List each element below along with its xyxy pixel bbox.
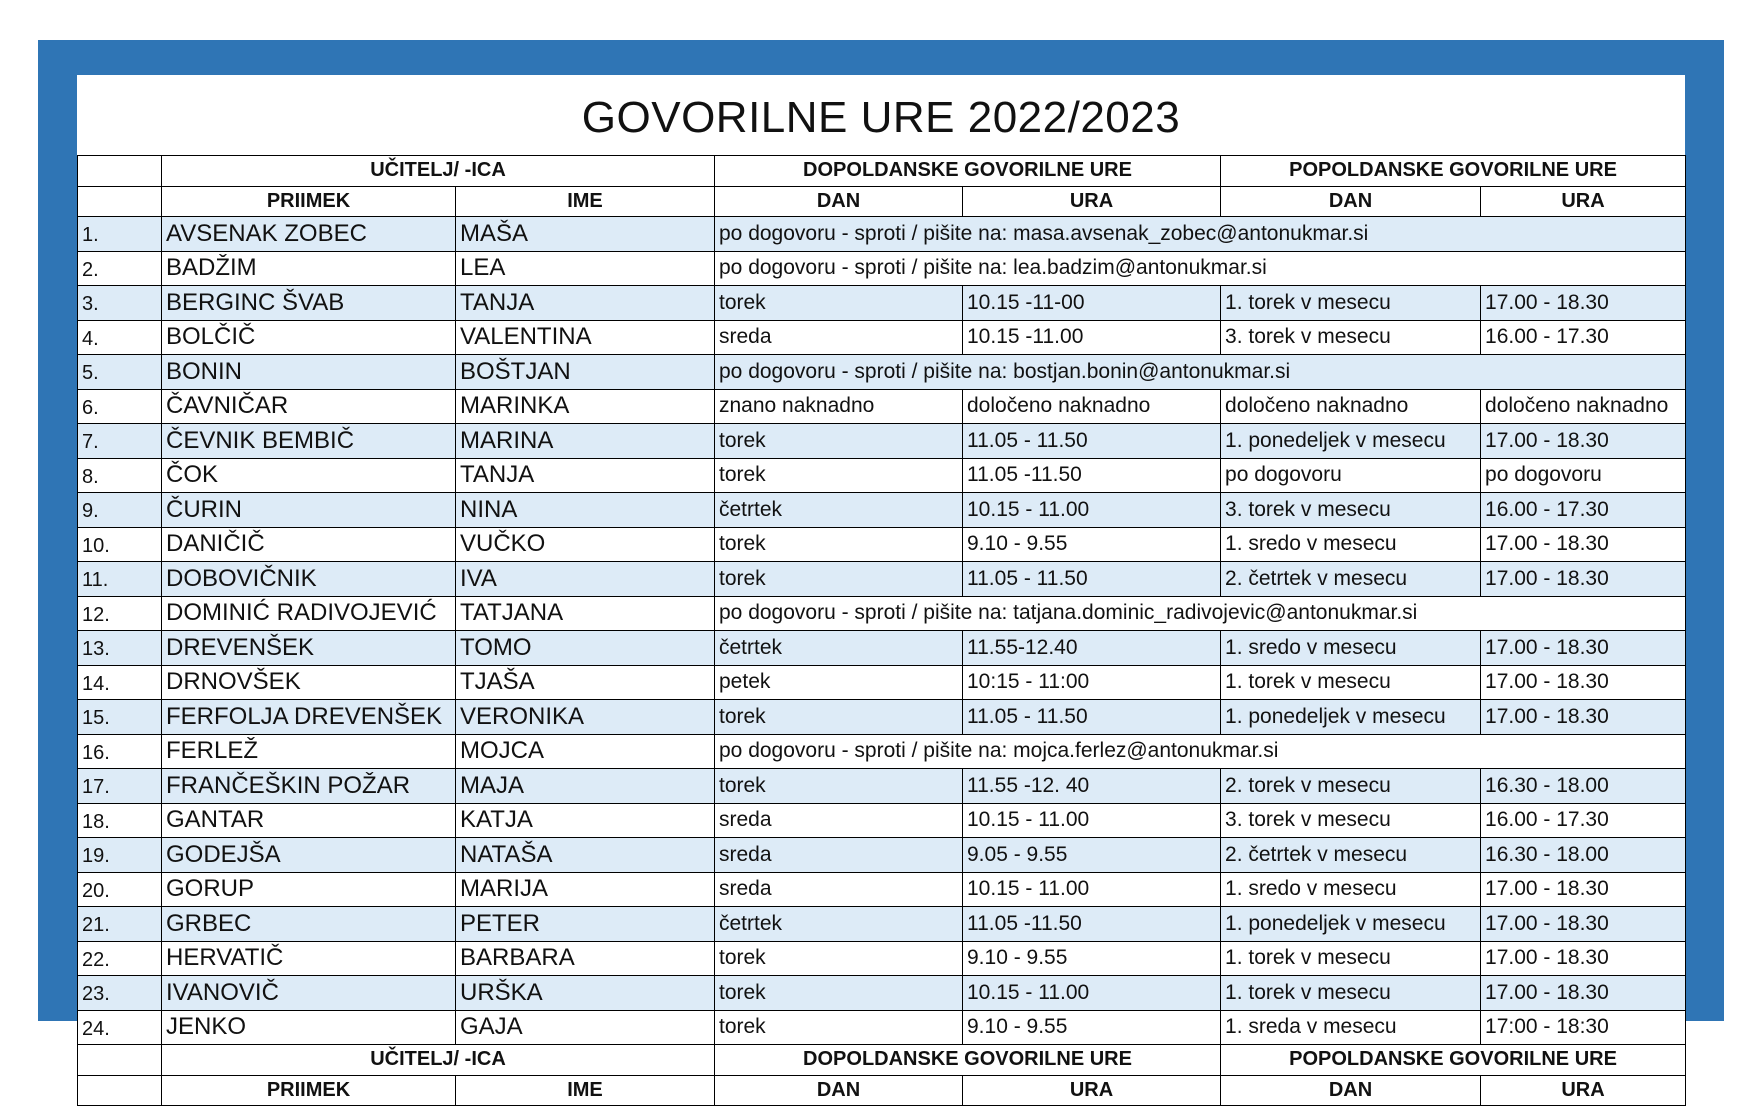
morning-time: 10.15 - 11.00 [963,803,1221,838]
page-title: GOVORILNE URE 2022/2023 [581,93,1181,142]
morning-day: sreda [715,838,963,873]
row-number: 13. [78,631,162,666]
teacher-surname: BADŽIM [162,251,456,286]
row-number: 22. [78,941,162,976]
header-blank [78,156,162,187]
morning-day: sreda [715,803,963,838]
afternoon-time: 17:00 - 18:30 [1481,1010,1686,1045]
morning-time: 9.10 - 9.55 [963,1010,1221,1045]
row-number: 23. [78,976,162,1011]
header-pm-time: URA [1481,186,1686,217]
table-row [78,458,1686,493]
afternoon-day: 1. ponedeljek v mesecu [1221,700,1481,735]
teacher-surname: JENKO [162,1010,456,1045]
teacher-surname: GODEJŠA [162,838,456,873]
repeat-header-row-groups [78,1045,1686,1076]
afternoon-day: 1. torek v mesecu [1221,665,1481,700]
afternoon-day: 1. torek v mesecu [1221,976,1481,1011]
contact-note: po dogovoru - sproti / pišite na: bostjan.bonin@antonukmar.si [715,355,1686,390]
morning-day: torek [715,458,963,493]
teacher-name: TANJA [456,458,715,493]
afternoon-time: 17.00 - 18.30 [1481,424,1686,459]
morning-day: četrtek [715,907,963,942]
afternoon-day: po dogovoru [1221,458,1481,493]
teacher-name: TOMO [456,631,715,666]
table-row [78,734,1686,769]
row-number: 1. [78,217,162,252]
row-number: 14. [78,665,162,700]
morning-day: torek [715,562,963,597]
header-name: IME [456,1075,715,1106]
header-am-day: DAN [715,186,963,217]
afternoon-time: 17.00 - 18.30 [1481,700,1686,735]
morning-time: 9.10 - 9.55 [963,527,1221,562]
teacher-surname: FERLEŽ [162,734,456,769]
row-number: 11. [78,562,162,597]
table-row [78,1010,1686,1045]
header-morning: DOPOLDANSKE GOVORILNE URE [715,1045,1221,1076]
header-surname: PRIIMEK [162,186,456,217]
teacher-name: BARBARA [456,941,715,976]
morning-day: torek [715,769,963,804]
afternoon-day: 1. ponedeljek v mesecu [1221,424,1481,459]
header-am-day: DAN [715,1075,963,1106]
afternoon-time: 17.00 - 18.30 [1481,976,1686,1011]
teacher-surname: DRNOVŠEK [162,665,456,700]
teacher-surname: GORUP [162,872,456,907]
teacher-name: IVA [456,562,715,597]
morning-day: torek [715,976,963,1011]
afternoon-time: 17.00 - 18.30 [1481,286,1686,321]
teacher-name: MOJCA [456,734,715,769]
teacher-name: TATJANA [456,596,715,631]
teacher-surname: ČOK [162,458,456,493]
teacher-name: VUČKO [456,527,715,562]
row-number: 21. [78,907,162,942]
afternoon-day: 1. ponedeljek v mesecu [1221,907,1481,942]
teacher-name: MARINKA [456,389,715,424]
teacher-name: BOŠTJAN [456,355,715,390]
teacher-surname: AVSENAK ZOBEC [162,217,456,252]
header-pm-time: URA [1481,1075,1686,1106]
teacher-name: TJAŠA [456,665,715,700]
header-am-time: URA [963,186,1221,217]
table-row [78,493,1686,528]
afternoon-day: 1. torek v mesecu [1221,941,1481,976]
teacher-name: VALENTINA [456,320,715,355]
morning-day: četrtek [715,493,963,528]
table-row [78,424,1686,459]
teacher-surname: GRBEC [162,907,456,942]
header-row-columns [78,186,1686,217]
morning-day: torek [715,700,963,735]
row-number: 15. [78,700,162,735]
morning-time: 9.10 - 9.55 [963,941,1221,976]
afternoon-time: 16.30 - 18.00 [1481,838,1686,873]
teacher-surname: DANIČIČ [162,527,456,562]
row-number: 3. [78,286,162,321]
header-blank [78,1075,162,1106]
row-number: 19. [78,838,162,873]
table-row [78,355,1686,390]
morning-day: torek [715,286,963,321]
teacher-name: NINA [456,493,715,528]
teacher-surname: BONIN [162,355,456,390]
afternoon-day: 3. torek v mesecu [1221,803,1481,838]
row-number: 18. [78,803,162,838]
teacher-surname: IVANOVIČ [162,976,456,1011]
row-number: 24. [78,1010,162,1045]
repeat-header-row-columns [78,1075,1686,1106]
teacher-name: KATJA [456,803,715,838]
teacher-name: MARIJA [456,872,715,907]
header-name: IME [456,186,715,217]
table-row [78,769,1686,804]
morning-day: torek [715,424,963,459]
row-number: 2. [78,251,162,286]
morning-day: torek [715,1010,963,1045]
table-row [78,700,1686,735]
table-row [78,527,1686,562]
afternoon-time: 16.00 - 17.30 [1481,493,1686,528]
teacher-name: TANJA [456,286,715,321]
row-number: 10. [78,527,162,562]
teacher-name: URŠKA [456,976,715,1011]
teacher-surname: ČAVNIČAR [162,389,456,424]
row-number: 12. [78,596,162,631]
afternoon-day: 1. sredo v mesecu [1221,872,1481,907]
row-number: 4. [78,320,162,355]
header-am-time: URA [963,1075,1221,1106]
afternoon-day: 3. torek v mesecu [1221,493,1481,528]
header-teacher: UČITELJ/ -ICA [162,156,715,187]
afternoon-day: 1. torek v mesecu [1221,286,1481,321]
afternoon-time: 16.00 - 17.30 [1481,320,1686,355]
teacher-surname: BERGINC ŠVAB [162,286,456,321]
teacher-surname: ČEVNIK BEMBIČ [162,424,456,459]
table-row [78,838,1686,873]
afternoon-time: 17.00 - 18.30 [1481,872,1686,907]
morning-time: 10.15 - 11.00 [963,976,1221,1011]
teacher-surname: BOLČIČ [162,320,456,355]
table-row [78,562,1686,597]
morning-time: 11.05 - 11.50 [963,700,1221,735]
table-row [78,596,1686,631]
contact-note: po dogovoru - sproti / pišite na: masa.avsenak_zobec@antonukmar.si [715,217,1686,252]
teacher-surname: FRANČEŠKIN POŽAR [162,769,456,804]
row-number: 20. [78,872,162,907]
teacher-surname: DOMINIĆ RADIVOJEVIĆ [162,596,456,631]
afternoon-day: določeno naknadno [1221,389,1481,424]
morning-day: torek [715,941,963,976]
afternoon-time: 17.00 - 18.30 [1481,527,1686,562]
morning-time: 10.15 - 11.00 [963,872,1221,907]
header-blank [78,1045,162,1076]
teacher-name: PETER [456,907,715,942]
table-row [78,286,1686,321]
morning-time: 11.05 - 11.50 [963,424,1221,459]
teacher-name: MAŠA [456,217,715,252]
header-teacher: UČITELJ/ -ICA [162,1045,715,1076]
table-row [78,976,1686,1011]
table-row [78,631,1686,666]
morning-time: 11.05 -11.50 [963,907,1221,942]
header-morning: DOPOLDANSKE GOVORILNE URE [715,156,1221,187]
morning-day: petek [715,665,963,700]
afternoon-time: 16.30 - 18.00 [1481,769,1686,804]
teacher-surname: DOBOVIČNIK [162,562,456,597]
contact-note: po dogovoru - sproti / pišite na: tatjana.dominic_radivojevic@antonukmar.si [715,596,1686,631]
teacher-surname: GANTAR [162,803,456,838]
table-row [78,217,1686,252]
row-number: 16. [78,734,162,769]
header-afternoon: POPOLDANSKE GOVORILNE URE [1221,1045,1686,1076]
header-afternoon: POPOLDANSKE GOVORILNE URE [1221,156,1686,187]
table-row [78,907,1686,942]
morning-day: četrtek [715,631,963,666]
morning-day: torek [715,527,963,562]
table-row [78,872,1686,907]
teacher-name: MAJA [456,769,715,804]
table-row [78,803,1686,838]
header-row-groups [78,156,1686,187]
row-number: 17. [78,769,162,804]
morning-day: znano naknadno [715,389,963,424]
header-pm-day: DAN [1221,186,1481,217]
afternoon-day: 1. sredo v mesecu [1221,527,1481,562]
morning-day: sreda [715,872,963,907]
teacher-name: MARINA [456,424,715,459]
teacher-surname: HERVATIČ [162,941,456,976]
row-number: 7. [78,424,162,459]
teacher-name: NATAŠA [456,838,715,873]
teacher-name: GAJA [456,1010,715,1045]
afternoon-day: 3. torek v mesecu [1221,320,1481,355]
morning-time: 11.05 -11.50 [963,458,1221,493]
table-row [78,665,1686,700]
morning-time: 10:15 - 11:00 [963,665,1221,700]
morning-time: 9.05 - 9.55 [963,838,1221,873]
afternoon-day: 2. četrtek v mesecu [1221,838,1481,873]
row-number: 6. [78,389,162,424]
row-number: 5. [78,355,162,390]
morning-time: 10.15 -11-00 [963,286,1221,321]
afternoon-day: 2. torek v mesecu [1221,769,1481,804]
contact-note: po dogovoru - sproti / pišite na: lea.badzim@antonukmar.si [715,251,1686,286]
afternoon-time: po dogovoru [1481,458,1686,493]
afternoon-time: 17.00 - 18.30 [1481,941,1686,976]
morning-time: 11.05 - 11.50 [963,562,1221,597]
morning-time: 10.15 -11.00 [963,320,1221,355]
teacher-surname: FERFOLJA DREVENŠEK [162,700,456,735]
afternoon-day: 1. sreda v mesecu [1221,1010,1481,1045]
header-surname: PRIIMEK [162,1075,456,1106]
teacher-name: LEA [456,251,715,286]
teacher-surname: DREVENŠEK [162,631,456,666]
row-number: 8. [78,458,162,493]
row-number: 9. [78,493,162,528]
afternoon-time: 17.00 - 18.30 [1481,907,1686,942]
morning-time: določeno naknadno [963,389,1221,424]
afternoon-time: 17.00 - 18.30 [1481,665,1686,700]
afternoon-time: 17.00 - 18.30 [1481,562,1686,597]
teacher-surname: ČURIN [162,493,456,528]
morning-time: 11.55-12.40 [963,631,1221,666]
header-blank [78,186,162,217]
afternoon-time: 17.00 - 18.30 [1481,631,1686,666]
morning-day: sreda [715,320,963,355]
afternoon-day: 2. četrtek v mesecu [1221,562,1481,597]
table-row [78,941,1686,976]
header-pm-day: DAN [1221,1075,1481,1106]
afternoon-day: 1. sredo v mesecu [1221,631,1481,666]
table-row [78,251,1686,286]
morning-time: 11.55 -12. 40 [963,769,1221,804]
sheet [77,75,1685,1101]
teacher-name: VERONIKA [456,700,715,735]
table-row [78,389,1686,424]
afternoon-time: 16.00 - 17.30 [1481,803,1686,838]
afternoon-time: določeno naknadno [1481,389,1686,424]
office-hours-table [77,155,1686,1106]
morning-time: 10.15 - 11.00 [963,493,1221,528]
contact-note: po dogovoru - sproti / pišite na: mojca.ferlez@antonukmar.si [715,734,1686,769]
table-row [78,320,1686,355]
